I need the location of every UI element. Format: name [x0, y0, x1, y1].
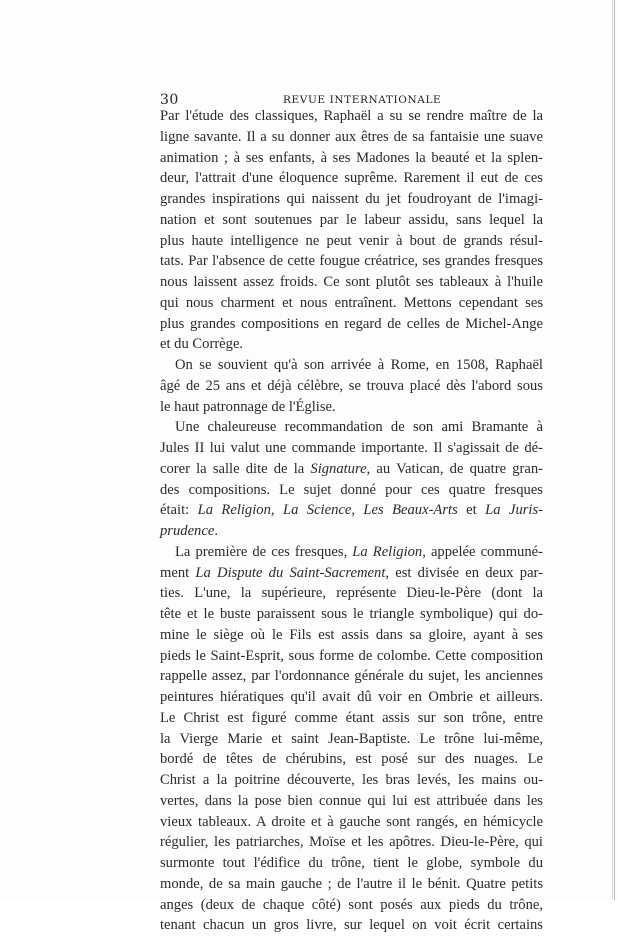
text-line: tête et le buste paraissent sous le triangle symbolique) qui do- — [160, 606, 543, 622]
page-edge-shadow — [614, 0, 615, 900]
text-run: La première de ces fresques, — [175, 543, 353, 560]
text-line: le haut patronnage de l'Église. — [160, 398, 336, 415]
text-line: tenant chacun un gros livre, sur lequel on voit écrit certains — [160, 917, 543, 934]
text-line: Le Christ est figuré comme étant assis sur son trône, entre — [160, 709, 543, 726]
text-line: pieds le Saint-Esprit, sous forme de colombe. Cette composition — [160, 647, 543, 664]
text-line: grandes inspirations qui naissent du jet foudroyant de l'imagi- — [160, 191, 543, 207]
text-run: et — [457, 502, 486, 519]
italic-title: prudence — [160, 523, 215, 539]
text-line: nous laissent assez froids. Ce sont plutôt ses tableaux à l'huile — [160, 274, 543, 290]
text-line: des compositions. Le sujet donné pour ces quatre fresques — [160, 481, 543, 498]
text-line: régulier, les patriarches, Moïse et les apôtres. Dieu-le-Père, qui — [160, 834, 543, 851]
text-line: vertes, dans la pose bien connue qui lui est attribuée dans les — [160, 792, 543, 809]
text-run: , appelée communé- — [422, 543, 543, 560]
text-run: , est divisée en deux par- — [385, 564, 543, 581]
italic-title: La Juris- — [485, 502, 544, 519]
text-line: Christ a la poitrine découverte, les bras levés, les mains ou- — [160, 772, 543, 788]
text-line: vieux tableaux. A droite et à gauche sont rangés, en hémicycle — [160, 813, 543, 830]
text-line: rappelle assez, par l'ordonnance générale du sujet, les anciennes — [160, 668, 543, 685]
text-line — [160, 521, 543, 542]
text-run: . — [214, 523, 218, 539]
text-line: On se souvient qu'à son arrivée à Rome, en 1508, Raphaël — [175, 357, 543, 373]
italic-title: La Dispute du Saint-Sacrement — [195, 564, 386, 581]
text-run: , au Vatican, de quatre gran- — [366, 460, 543, 477]
text-line: tats. Par l'absence de cette fougue créatrice, ses grandes fresques — [160, 253, 543, 270]
text-line: nation et sont soutenues par le labeur assidu, sans lequel la — [160, 211, 543, 228]
text-line: plus grandes compositions en regard de celles de Michel-Ange — [160, 315, 543, 332]
text-line: monde, de sa main gauche ; de l'autre il le bénit. Quatre petits — [160, 875, 543, 892]
italic-title: La Science — [282, 502, 352, 519]
text-run: corer la salle dite de la — [160, 460, 311, 477]
text-line: et du Corrège. — [160, 336, 244, 353]
italic-title: Les Beaux-Arts — [363, 502, 458, 519]
italic-title: La Religion — [352, 543, 423, 560]
text-line: ties. L'une, la supérieure, représente Dieu-le-Père (dont la — [160, 585, 543, 602]
text-line: deur, l'attrait d'une éloquence suprême. Rarement il eut de ces — [160, 170, 543, 187]
italic-title: La Religion — [197, 502, 271, 519]
text-line: ligne savante. Il a su donner aux êtres de sa fantaisie une suave — [160, 128, 543, 145]
text-line: animation ; à ses enfants, à ses Madones la beauté et la splen- — [160, 149, 543, 166]
body-text — [160, 106, 543, 936]
text-line: Une chaleureuse recommandation de son ami Bramante à — [175, 419, 543, 436]
text-line: la Vierge Marie et saint Jean-Baptiste. Le trône lui-même, — [160, 730, 543, 747]
text-run: était: — [160, 502, 198, 519]
running-title: REVUE INTERNATIONALE — [283, 94, 442, 106]
text-line: bordé de têtes de chérubins, est posé sur des nuages. Le — [160, 751, 543, 768]
text-run: , — [270, 502, 283, 519]
text-line: Jules II lui valut une commande importante. Il s'agissait de dé- — [160, 440, 543, 456]
text-line — [160, 563, 543, 584]
text-line: anges (deux de chaque côté) sont posés aux pieds du trône, — [160, 896, 543, 913]
text-line: peintures hiératiques qu'il avait dû voir en Ombrie et ailleurs. — [160, 689, 543, 705]
text-line: mine le siège où le Fils est assis dans sa gloire, ayant à ses — [160, 626, 543, 643]
italic-title: Signature — [310, 460, 367, 477]
page-number: 30 — [160, 92, 179, 108]
text-line: qui nous charment et nous entraînent. Mettons cependant ses — [160, 294, 543, 311]
text-line: âgé de 25 ans et déjà célèbre, se trouva placé dès l'abord sous — [160, 377, 543, 394]
text-run: ment — [160, 564, 196, 581]
text-line: Par l'étude des classiques, Raphaël a su se rendre maître de la — [160, 108, 543, 124]
text-line — [160, 500, 543, 521]
text-line: plus haute intelligence ne peut venir à bout de grands résul- — [160, 232, 543, 249]
text-line — [160, 459, 543, 480]
text-line: surmonte tout l'édifice du trône, tient le globe, symbole du — [160, 855, 543, 871]
page-edge-shadow — [612, 0, 613, 900]
text-run: , — [351, 502, 364, 519]
text-line — [160, 542, 543, 563]
